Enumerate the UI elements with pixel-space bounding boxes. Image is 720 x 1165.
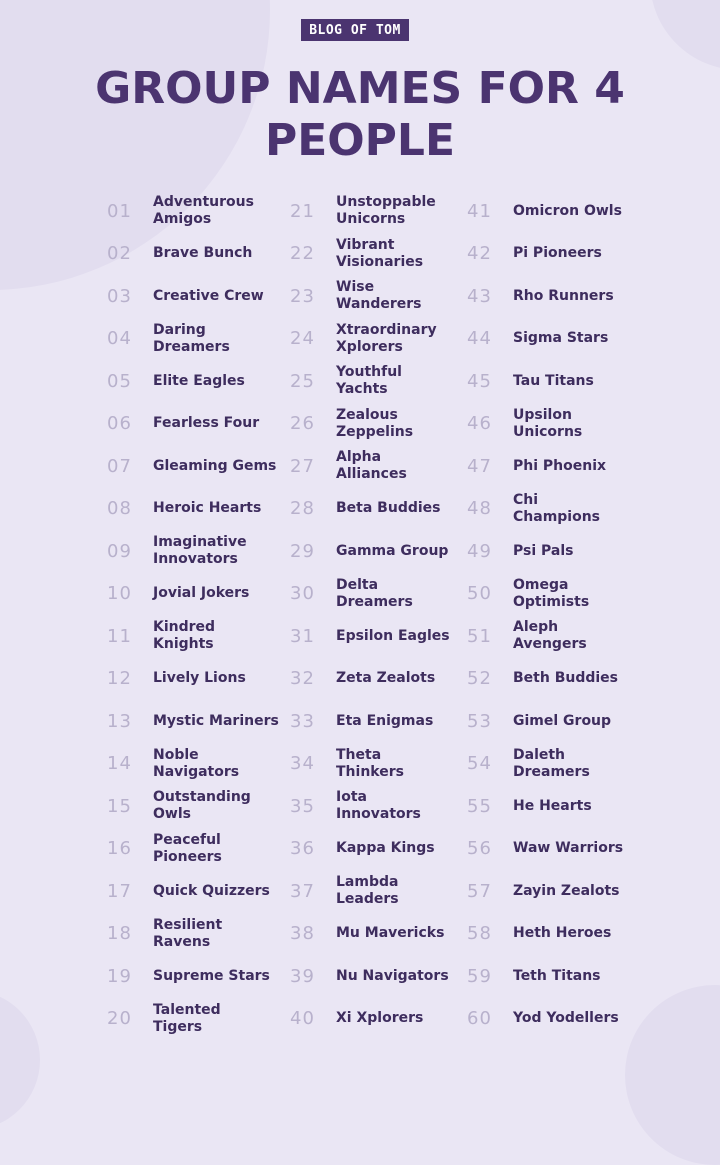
title-line-1: GROUP NAMES FOR 4	[95, 63, 625, 114]
group-name	[513, 840, 693, 857]
decorative-circle	[650, 0, 720, 70]
item-number: 40	[290, 1008, 315, 1029]
group-name-line: Lively Lions	[153, 670, 246, 686]
item-number: 58	[467, 923, 492, 944]
list-item	[467, 361, 693, 401]
group-name-line: Unicorns	[513, 423, 583, 440]
group-name-line: Vibrant	[336, 236, 395, 253]
item-number: 06	[107, 413, 132, 434]
group-name-line: Pioneers	[153, 848, 222, 865]
group-name-line: Creative Crew	[153, 287, 264, 304]
group-name-line: Quick Quizzers	[153, 882, 270, 899]
group-names-grid	[0, 190, 720, 1050]
group-name-line: Gamma Group	[336, 542, 449, 559]
item-number: 54	[467, 753, 492, 774]
item-number: 52	[467, 668, 492, 689]
group-name-line: Daring	[153, 321, 206, 338]
item-number: 10	[107, 583, 132, 604]
group-name-line: Gimel Group	[513, 712, 612, 729]
list-item	[467, 659, 693, 699]
group-name	[513, 543, 693, 560]
item-number: 29	[290, 540, 315, 562]
group-name-line: Dreamers	[513, 763, 590, 780]
item-number: 56	[467, 838, 492, 859]
list-item	[467, 999, 693, 1039]
group-name-line: Zayin Zealots	[513, 882, 620, 899]
group-name-line: Omega	[513, 576, 569, 593]
list-item	[467, 489, 693, 529]
list-item	[467, 829, 693, 869]
group-name-line: Kindred	[153, 619, 216, 635]
item-number: 59	[467, 965, 492, 987]
group-name-line: Innovators	[336, 806, 421, 822]
group-name-line: Heroic Hearts	[153, 500, 262, 516]
group-name-line: Outstanding	[153, 789, 251, 805]
item-number: 41	[467, 200, 492, 222]
group-name-line: Xtraordinary	[336, 321, 437, 338]
group-name	[513, 458, 693, 475]
item-number: 27	[290, 455, 315, 477]
item-number: 43	[467, 285, 492, 307]
group-name-line: Aleph	[513, 619, 559, 635]
item-number: 42	[467, 243, 492, 264]
group-name-line: Zeta Zealots	[336, 670, 436, 686]
group-name	[513, 883, 693, 900]
group-name-line: Iota	[336, 789, 367, 805]
item-number: 22	[290, 243, 315, 264]
group-name-line: Knights	[153, 636, 214, 652]
group-name-line: Eta Enigmas	[336, 712, 434, 729]
group-name	[513, 203, 693, 220]
item-number: 28	[290, 498, 315, 519]
title-line-2: PEOPLE	[264, 115, 456, 166]
item-number: 13	[107, 710, 132, 732]
group-name-line: Optimists	[513, 593, 590, 610]
group-name-line: Lambda	[336, 874, 399, 890]
item-number: 60	[467, 1008, 492, 1029]
group-name-line: Talented	[153, 1001, 221, 1018]
list-item	[467, 701, 693, 741]
item-number: 32	[290, 668, 315, 689]
item-number: 57	[467, 880, 492, 902]
group-name-line: Xplorers	[336, 338, 403, 355]
group-name-line: Visionaries	[336, 253, 424, 270]
group-name	[513, 670, 693, 687]
list-item	[467, 871, 693, 911]
group-name-line: Brave Bunch	[153, 245, 253, 261]
group-name-line: Alpha	[336, 449, 382, 465]
group-name	[513, 713, 693, 730]
group-name-line: Youthful	[336, 364, 402, 380]
item-number: 15	[107, 795, 132, 817]
names-column	[467, 190, 697, 1050]
group-name	[513, 747, 693, 781]
item-number: 07	[107, 455, 132, 477]
group-name-line: Wanderers	[336, 296, 422, 312]
group-name-line: Resilient	[153, 916, 223, 933]
item-number: 19	[107, 965, 132, 987]
item-number: 34	[290, 753, 315, 774]
group-name-line: Dreamers	[153, 338, 230, 355]
group-name	[513, 407, 693, 441]
group-name-line: Phi Phoenix	[513, 457, 607, 474]
group-name-line: Zealous	[336, 406, 398, 423]
group-name-line: Pi Pioneers	[513, 245, 602, 261]
item-number: 11	[107, 625, 132, 647]
group-name-line: Heth Heroes	[513, 925, 612, 941]
item-number: 17	[107, 880, 132, 902]
item-number: 23	[290, 285, 315, 307]
list-item	[467, 404, 693, 444]
group-name-line: Imaginative	[153, 534, 247, 550]
list-item	[467, 914, 693, 954]
group-name-line: Beth Buddies	[513, 670, 619, 686]
group-name-line: Psi Pals	[513, 542, 574, 559]
group-name-line: Tau Titans	[513, 372, 594, 389]
group-name	[513, 925, 693, 942]
group-name	[513, 1010, 693, 1027]
group-name-line: Champions	[513, 508, 601, 525]
item-number: 01	[107, 200, 132, 222]
item-number: 05	[107, 370, 132, 392]
list-item	[467, 616, 693, 656]
group-name	[513, 577, 693, 611]
item-number: 48	[467, 498, 492, 519]
item-number: 36	[290, 838, 315, 859]
group-name-line: Owls	[153, 806, 191, 822]
item-number: 04	[107, 328, 132, 349]
item-number: 37	[290, 880, 315, 902]
list-item	[467, 786, 693, 826]
list-item	[467, 234, 693, 274]
group-name	[513, 492, 693, 526]
group-name-line: Waw Warriors	[513, 840, 624, 856]
item-number: 35	[290, 795, 315, 817]
group-name-line: Thinkers	[336, 763, 404, 780]
item-number: 12	[107, 668, 132, 689]
item-number: 33	[290, 710, 315, 732]
group-name-line: Dreamers	[336, 593, 413, 610]
list-item	[467, 319, 693, 359]
group-name	[513, 330, 693, 347]
item-number: 30	[290, 583, 315, 604]
list-item	[467, 574, 693, 614]
group-name-line: Beta Buddies	[336, 500, 441, 516]
group-name-line: Ravens	[153, 933, 211, 950]
item-number: 25	[290, 370, 315, 392]
group-name-line: Daleth	[513, 746, 566, 763]
group-name-line: Xi Xplorers	[336, 1010, 424, 1026]
item-number: 02	[107, 243, 132, 264]
group-name-line: Wise	[336, 279, 375, 295]
group-name-line: Noble	[153, 746, 199, 763]
item-number: 18	[107, 923, 132, 944]
item-number: 14	[107, 753, 132, 774]
group-name	[513, 288, 693, 305]
group-name-line: Tigers	[153, 1018, 203, 1035]
list-item	[467, 956, 693, 996]
group-name-line: Sigma Stars	[513, 330, 609, 346]
item-number: 38	[290, 923, 315, 944]
item-number: 03	[107, 285, 132, 307]
group-name-line: Supreme Stars	[153, 967, 270, 984]
group-name	[513, 373, 693, 390]
item-number: 21	[290, 200, 315, 222]
list-item	[467, 191, 693, 231]
brand-badge: BLOG OF TOM	[301, 19, 409, 41]
group-name-line: Adventurous	[153, 194, 254, 210]
list-item	[467, 446, 693, 486]
group-name-line: Leaders	[336, 891, 399, 907]
group-name-line: Peaceful	[153, 831, 221, 848]
item-number: 16	[107, 838, 132, 859]
group-name	[513, 968, 693, 985]
group-name	[513, 245, 693, 262]
group-name-line: Teth Titans	[513, 967, 601, 984]
page-title	[0, 63, 720, 167]
item-number: 09	[107, 540, 132, 562]
group-name-line: Epsilon Eagles	[336, 627, 450, 644]
group-name-line: Yachts	[336, 381, 388, 397]
group-name-line: Theta	[336, 746, 382, 763]
item-number: 51	[467, 625, 492, 647]
item-number: 46	[467, 413, 492, 434]
group-name-line: Kappa Kings	[336, 840, 435, 856]
item-number: 55	[467, 795, 492, 817]
group-name-line: Yod Yodellers	[513, 1010, 619, 1026]
group-name-line: Unstoppable	[336, 194, 436, 210]
item-number: 53	[467, 710, 492, 732]
item-number: 26	[290, 413, 315, 434]
item-number: 31	[290, 625, 315, 647]
group-name-line: Mystic Mariners	[153, 712, 279, 729]
list-item	[467, 744, 693, 784]
group-name-line: Alliances	[336, 466, 407, 482]
item-number: 24	[290, 328, 315, 349]
group-name-line: He Hearts	[513, 797, 592, 814]
item-number: 47	[467, 455, 492, 477]
group-name-line: Fearless Four	[153, 415, 260, 431]
group-name-line: Amigos	[153, 211, 212, 227]
group-name-line: Unicorns	[336, 211, 406, 227]
group-name	[513, 619, 693, 653]
group-name-line: Innovators	[153, 551, 238, 567]
group-name-line: Chi	[513, 491, 539, 508]
group-name	[513, 798, 693, 815]
item-number: 44	[467, 328, 492, 349]
group-name-line: Elite Eagles	[153, 372, 245, 389]
group-name-line: Jovial Jokers	[153, 585, 250, 601]
group-name-line: Zeppelins	[336, 423, 414, 440]
item-number: 49	[467, 540, 492, 562]
item-number: 45	[467, 370, 492, 392]
group-name-line: Gleaming Gems	[153, 457, 277, 474]
group-name-line: Nu Navigators	[336, 967, 449, 984]
item-number: 08	[107, 498, 132, 519]
group-name-line: Delta	[336, 576, 379, 593]
group-name-line: Omicron Owls	[513, 202, 622, 219]
list-item	[467, 531, 693, 571]
item-number: 39	[290, 965, 315, 987]
item-number: 50	[467, 583, 492, 604]
group-name-line: Avengers	[513, 636, 587, 652]
group-name-line: Upsilon	[513, 406, 572, 423]
group-name-line: Navigators	[153, 763, 240, 780]
item-number: 20	[107, 1008, 132, 1029]
group-name-line: Rho Runners	[513, 287, 614, 304]
group-name-line: Mu Mavericks	[336, 925, 445, 941]
list-item	[467, 276, 693, 316]
